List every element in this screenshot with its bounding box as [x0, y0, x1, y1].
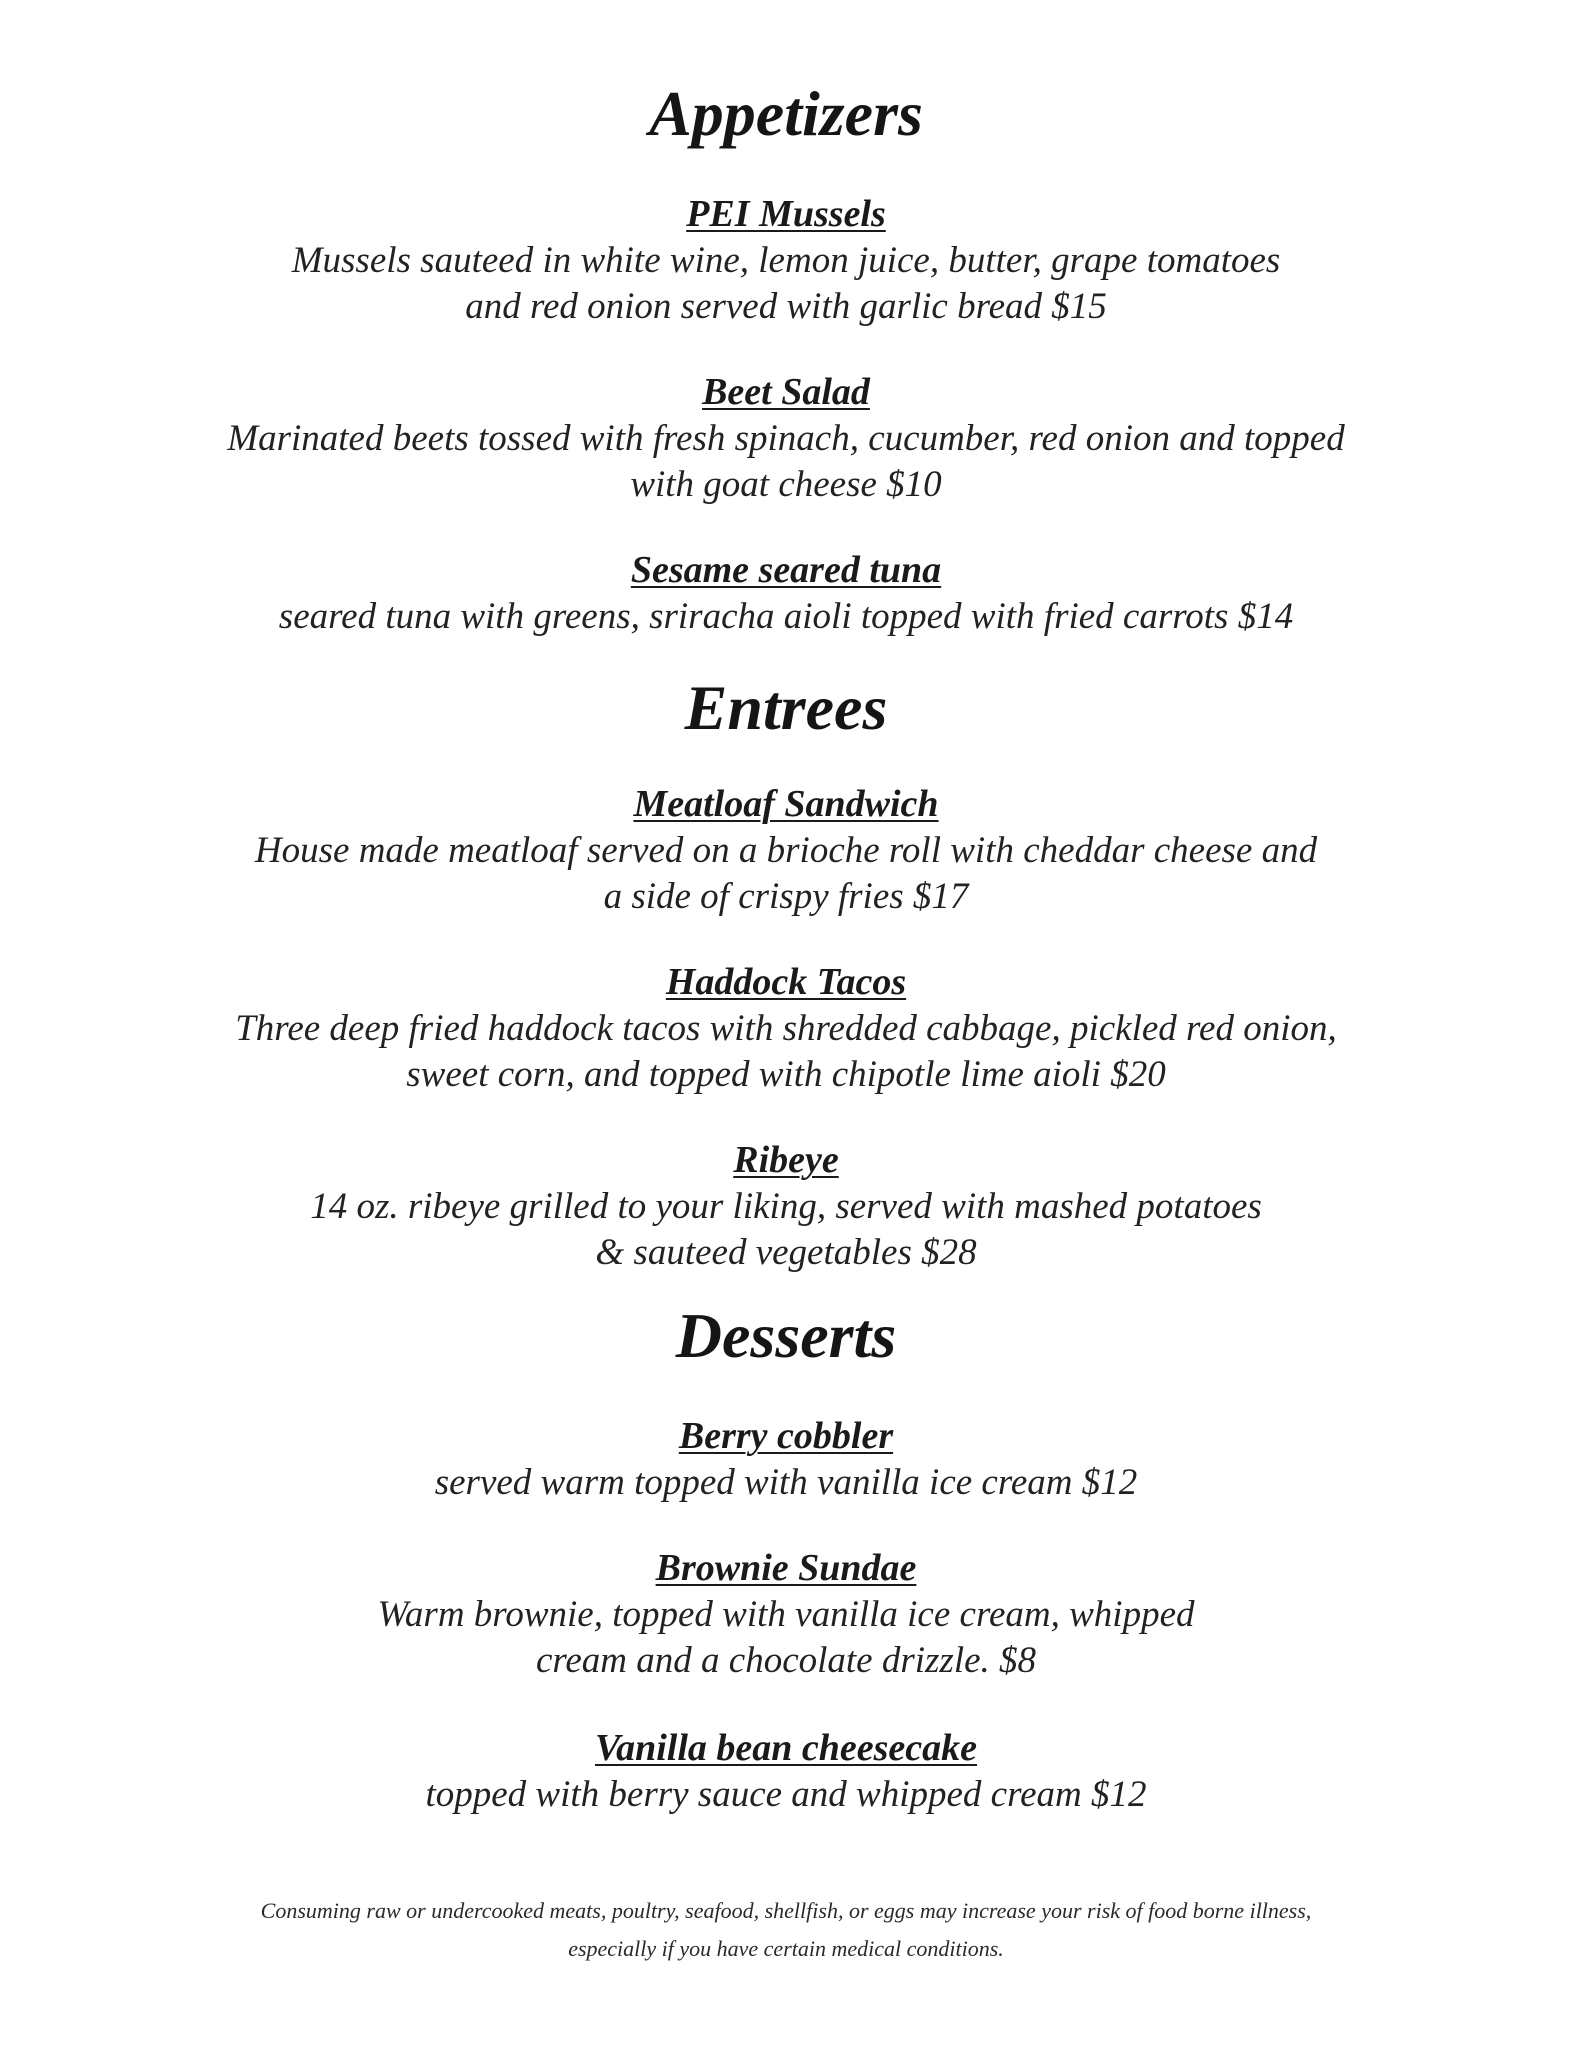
item-description-line: & sauteed vegetables $28: [595, 1232, 977, 1273]
item-description: [60, 1006, 1512, 1098]
section-title-entrees: Entrees: [684, 672, 888, 743]
menu-item-vanilla-bean-cheesecake: [60, 1726, 1512, 1818]
item-description-line: Mussels sauteed in white wine, lemon juice, butter, grape tomatoes: [291, 240, 1281, 281]
item-description: [60, 1184, 1512, 1276]
item-description-line: topped with berry sauce and whipped cream $12: [425, 1774, 1147, 1815]
menu-item-beet-salad: [60, 370, 1512, 508]
menu-item-haddock-tacos: [60, 960, 1512, 1098]
item-description-line: cream and a chocolate drizzle. $8: [535, 1640, 1037, 1681]
food-safety-disclaimer: [60, 1892, 1512, 1968]
item-name: Haddock Tacos: [665, 961, 907, 1003]
item-description-line: 14 oz. ribeye grilled to your liking, served with mashed potatoes: [310, 1186, 1262, 1227]
item-description-line: with goat cheese $10: [630, 464, 942, 505]
item-description-line: sweet corn, and topped with chipotle lime aioli $20: [406, 1054, 1166, 1095]
item-description: [60, 594, 1512, 640]
menu-item-meatloaf-sandwich: [60, 782, 1512, 920]
item-description-line: Warm brownie, topped with vanilla ice cream, whipped: [377, 1594, 1195, 1635]
disclaimer-line: Consuming raw or undercooked meats, poultry, seafood, shellfish, or eggs may increase your risk of food borne illness,: [260, 1898, 1312, 1923]
item-description: [60, 416, 1512, 508]
section-title-appetizers: Appetizers: [649, 78, 923, 149]
item-description: [60, 238, 1512, 330]
item-description-line: House made meatloaf served on a brioche roll with cheddar cheese and: [254, 830, 1318, 871]
item-name: Brownie Sundae: [655, 1547, 917, 1589]
item-description: [60, 1592, 1512, 1684]
item-description: [60, 1460, 1512, 1506]
item-name: Beet Salad: [702, 371, 870, 413]
item-name: Sesame seared tuna: [630, 549, 942, 591]
menu-item-sesame-seared-tuna: [60, 548, 1512, 640]
disclaimer-line: especially if you have certain medical conditions.: [568, 1936, 1004, 1961]
item-description-line: a side of crispy fries $17: [603, 876, 969, 917]
item-name: Meatloaf Sandwich: [633, 783, 939, 825]
item-description-line: Three deep fried haddock tacos with shredded cabbage, pickled red onion,: [235, 1008, 1337, 1049]
menu-item-pei-mussels: [60, 192, 1512, 330]
item-description: [60, 828, 1512, 920]
item-description-line: Marinated beets tossed with fresh spinach, cucumber, red onion and topped: [227, 418, 1345, 459]
menu-item-ribeye: [60, 1138, 1512, 1276]
item-description: [60, 1772, 1512, 1818]
item-name: Berry cobbler: [678, 1415, 894, 1457]
menu-item-berry-cobbler: [60, 1414, 1512, 1506]
item-name: PEI Mussels: [686, 193, 886, 235]
item-description-line: seared tuna with greens, sriracha aioli topped with fried carrots $14: [278, 596, 1294, 637]
item-description-line: and red onion served with garlic bread $15: [465, 286, 1107, 327]
item-name: Ribeye: [733, 1139, 839, 1181]
item-description-line: served warm topped with vanilla ice cream $12: [434, 1462, 1138, 1503]
section-title-desserts: Desserts: [675, 1300, 897, 1371]
item-name: Vanilla bean cheesecake: [594, 1727, 978, 1769]
menu-item-brownie-sundae: [60, 1546, 1512, 1684]
